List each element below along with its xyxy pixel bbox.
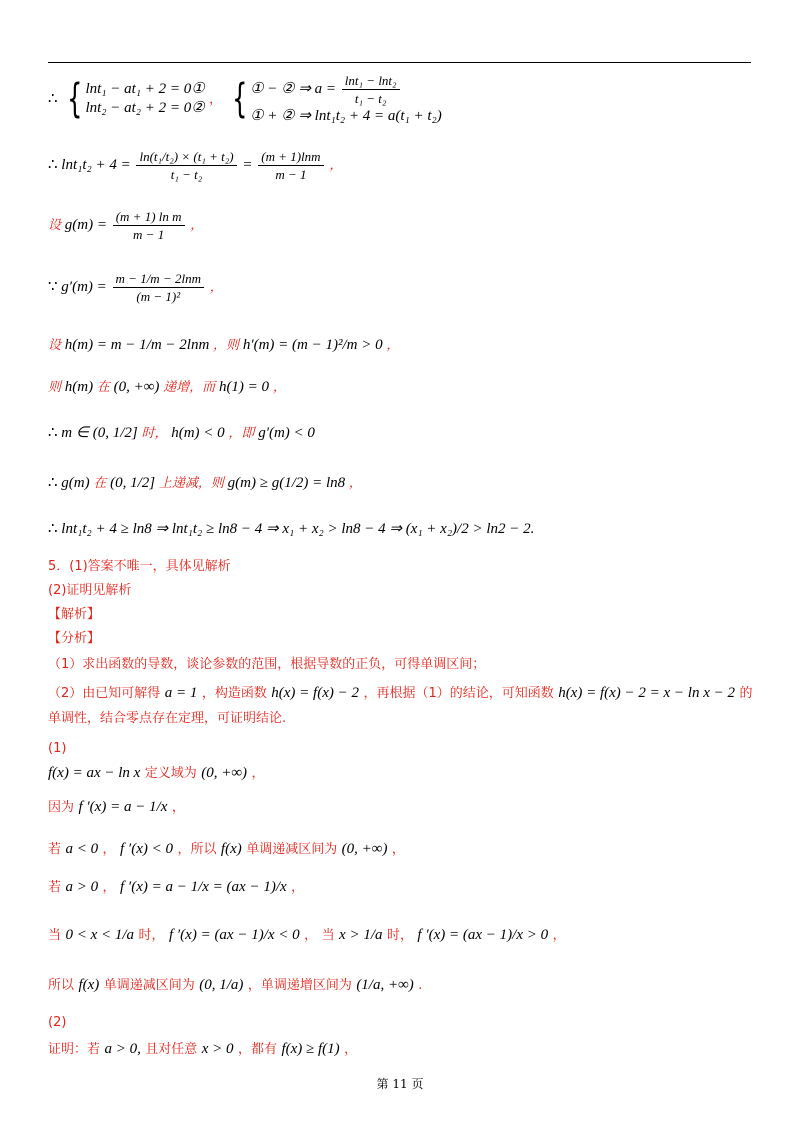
range-1: 0 < x < 1/a: [65, 927, 135, 943]
answer-2: (2)证明见解析: [48, 583, 132, 598]
when-label-2: 当: [321, 928, 335, 943]
system1-row2: lnt₂ − at₂ + 2 = 0②: [85, 100, 205, 116]
comma: ，: [291, 880, 305, 895]
domain-value: (0, +∞): [201, 765, 248, 781]
so-label: ，所以: [177, 842, 217, 857]
comma: ，: [272, 380, 286, 395]
h-function-expanded: h(x) = f(x) − 2 = x − ln x − 2: [558, 685, 735, 701]
analysis-2-text-b: ，构造函数: [201, 686, 267, 701]
g-derivative-line: [48, 272, 223, 303]
therefore-symbol: ∴: [48, 91, 58, 107]
system1-row1: lnt₁ − at₁ + 2 = 0①: [85, 81, 205, 97]
equation-system-1: { lnt₁ − at₁ + 2 = 0① lnt₂ − at₂ + 2 = 0②: [67, 76, 205, 122]
m-range-line: [48, 426, 315, 441]
ln-lhs: lnt₁t₂ + 4 =: [61, 156, 131, 173]
comma: ，: [251, 766, 265, 781]
part2-proof-line: 证明：若 a > 0, 且对任意 x > 0 ，都有 f(x) ≥ f(1) ，: [48, 1041, 358, 1057]
tag-jiexi: 【解析】: [48, 607, 101, 622]
ie-label: ，即: [228, 426, 255, 441]
derivation-line-ln-sum: [48, 150, 342, 181]
comma: ，: [348, 476, 362, 491]
comma: ，: [102, 880, 116, 895]
analysis-2-text-c: ，再根据（1）的结论，可知函数: [363, 686, 554, 701]
g-decreasing-line: [48, 476, 362, 491]
equals-sign: =: [242, 156, 253, 173]
ln-fraction-denominator: t₁ − t₂: [170, 167, 203, 182]
therefore-symbol: ∴: [48, 521, 58, 537]
g-derivative-denominator: (m − 1)²: [136, 289, 181, 304]
comma: ，: [391, 842, 405, 857]
derivative: f ′(x) = a − 1/x: [78, 799, 168, 815]
equation-system-2: { ① − ② ⇒ a = $\frac{\text{lnt₁ − lnt₂}}{\text{t₁ − t₂}}$ ① + ② ⇒ lnt₁t₂ + 4 = a(t₁ + t₂): [231, 73, 442, 124]
part1-derivative-line: [48, 800, 185, 815]
comma: ，: [171, 800, 185, 815]
h-negative: h(m) < 0: [171, 425, 225, 441]
system-line: [48, 74, 442, 124]
h-increasing-line: [48, 380, 286, 395]
because-symbol: ∵: [48, 278, 58, 295]
page-footer: 第 11 页: [376, 1077, 424, 1091]
increasing-label: 递增，而: [163, 380, 216, 395]
system2-row1-lhs: ① − ② ⇒ a =: [250, 80, 337, 97]
h-definition: h(m) = m − 1/m − 2lnm: [64, 337, 210, 353]
g-lhs: g(m) =: [64, 216, 107, 233]
interval: (0, 1/2]: [110, 475, 156, 491]
system2-row1-denominator: t₁ − t₂: [354, 91, 387, 106]
system2-row1-numerator: lnt₁ − lnt₂: [342, 74, 400, 90]
system2-row1-fraction: [342, 74, 400, 105]
comma: ，: [386, 338, 400, 353]
when-label: 当: [48, 928, 62, 943]
tag-fenxi: 【分析】: [48, 631, 101, 646]
ln-fraction-numerator: ln(t₁/t₂) × (t₁ + t₂): [136, 150, 236, 166]
define-h-line: [48, 338, 399, 353]
derivative-positive-form: f ′(x) = a − 1/x = (ax − 1)/x: [120, 879, 287, 895]
g-min-value: g(m) ≥ g(1/2) = ln8: [227, 475, 346, 491]
derivative-negative: f ′(x) < 0: [120, 841, 173, 857]
interval: (0, +∞): [113, 379, 160, 395]
so-label: 所以: [48, 978, 75, 993]
decreasing-label: 上递减，则: [158, 476, 224, 491]
decreasing-interval-label: 单调递减区间为: [103, 978, 195, 993]
g-derivative-fraction: [113, 272, 204, 303]
g-derivative-lhs: g′(m) =: [61, 278, 107, 295]
system2-row2: ① + ② ⇒ lnt₁t₂ + 4 = a(t₁ + t₂): [250, 108, 442, 124]
define-g-line: [48, 210, 203, 241]
then-label: 则: [48, 380, 62, 395]
derivative-neg-value: f ′(x) = (ax − 1)/x < 0: [168, 927, 300, 943]
g-denominator: m − 1: [133, 227, 165, 242]
range-2: x > 1/a: [339, 927, 383, 943]
fx: f(x): [220, 841, 242, 857]
for-any-label: 且对任意: [145, 1042, 198, 1057]
analysis-2-text-d: 的: [739, 686, 753, 701]
m-fraction-denominator: m − 1: [275, 167, 307, 182]
if-label: 若: [48, 842, 62, 857]
a-positive: a > 0: [104, 1041, 138, 1057]
h-of-m: h(m): [64, 379, 94, 395]
increasing-interval-label: ，单调递增区间为: [247, 978, 352, 993]
h-function: h(x) = f(x) − 2: [271, 685, 359, 701]
if-label: 若: [48, 880, 62, 895]
comma: ，: [190, 217, 204, 233]
analysis-1: （1）求出函数的导数，谈论参数的范围，根据导数的正负，可得单调区间；: [48, 657, 486, 672]
therefore-symbol: ∴: [48, 475, 58, 491]
analysis-2: [48, 686, 752, 701]
period: .: [418, 978, 423, 993]
part1-negative-case: [48, 842, 405, 857]
part1-positive-case: [48, 880, 304, 895]
part-1-label: (1): [48, 741, 67, 756]
g-of-m: g(m): [61, 475, 90, 491]
m-fraction: [258, 150, 323, 181]
analysis-2-cont: 单调性，结合零点存在定理，可证明结论.: [48, 711, 287, 726]
g-derivative-numerator: m − 1/m − 2lnm: [113, 272, 204, 288]
in-label: 在: [96, 380, 110, 395]
domain-label: 定义域为: [144, 766, 197, 781]
comma: ，: [304, 928, 318, 943]
proof-label: 证明：若: [48, 1042, 101, 1057]
define-label: 设: [48, 338, 62, 353]
part1-function-line: [48, 766, 265, 781]
a-equals-1: a = 1: [164, 685, 198, 701]
g-fraction: [113, 210, 185, 241]
conclusion-line: [48, 522, 534, 537]
always-label: ，都有: [238, 1042, 278, 1057]
g-numerator: (m + 1) ln m: [113, 210, 185, 226]
answer-1: 5．(1)答案不唯一，具体见解析: [48, 559, 231, 574]
analysis-2-text-a: （2）由已知可解得: [48, 686, 161, 701]
a-positive: a > 0: [65, 879, 99, 895]
period: .: [530, 521, 535, 537]
decreasing-interval: (0, 1/a): [199, 977, 244, 993]
comma: ，: [344, 1042, 358, 1057]
increasing-interval: (1/a, +∞): [356, 977, 414, 993]
in-label: 在: [93, 476, 107, 491]
therefore-symbol: ∴: [48, 156, 58, 173]
decreasing-interval-label: 单调递减区间为: [246, 842, 338, 857]
m-fraction-numerator: (m + 1)lnm: [258, 150, 323, 166]
comma: ，: [329, 157, 343, 173]
when-label: 时，: [141, 426, 168, 441]
when-end-label: 时，: [138, 928, 165, 943]
h-of-1: h(1) = 0: [218, 379, 270, 395]
function-fx: f(x) = ax − ln x: [48, 765, 141, 781]
header-rule: [48, 62, 751, 63]
inequality: f(x) ≥ f(1): [281, 1041, 340, 1057]
x-positive: x > 0: [201, 1041, 234, 1057]
part-2-label: (2): [48, 1015, 67, 1030]
separator: ，: [209, 92, 223, 107]
then-label: ，则: [213, 338, 240, 353]
fx: f(x): [78, 977, 100, 993]
g-derivative-negative: g′(m) < 0: [258, 425, 315, 441]
m-range: m ∈ (0, 1/2]: [61, 425, 138, 441]
conclusion-chain: lnt₁t₂ + 4 ≥ ln8 ⇒ lnt₁t₂ ≥ ln8 − 4 ⇒ x₁ + x₂ > ln8 − 4 ⇒ (x₁ + x₂)/2 > ln2 − 2: [61, 521, 531, 537]
h-derivative: h′(m) = (m − 1)²/m > 0: [242, 337, 383, 353]
because-label: 因为: [48, 800, 75, 815]
a-negative: a < 0: [65, 841, 99, 857]
part1-conclusion: [48, 978, 422, 993]
derivative-pos-value: f ′(x) = (ax − 1)/x > 0: [417, 927, 549, 943]
ln-fraction: [136, 150, 236, 181]
define-label: 设: [48, 217, 62, 233]
therefore-symbol: ∴: [48, 425, 58, 441]
comma: ，: [552, 928, 566, 943]
comma: ，: [209, 279, 223, 295]
comma: ，: [102, 842, 116, 857]
when-end-label: 时，: [386, 928, 413, 943]
part1-sign-analysis: [48, 928, 566, 943]
interval: (0, +∞): [341, 841, 388, 857]
